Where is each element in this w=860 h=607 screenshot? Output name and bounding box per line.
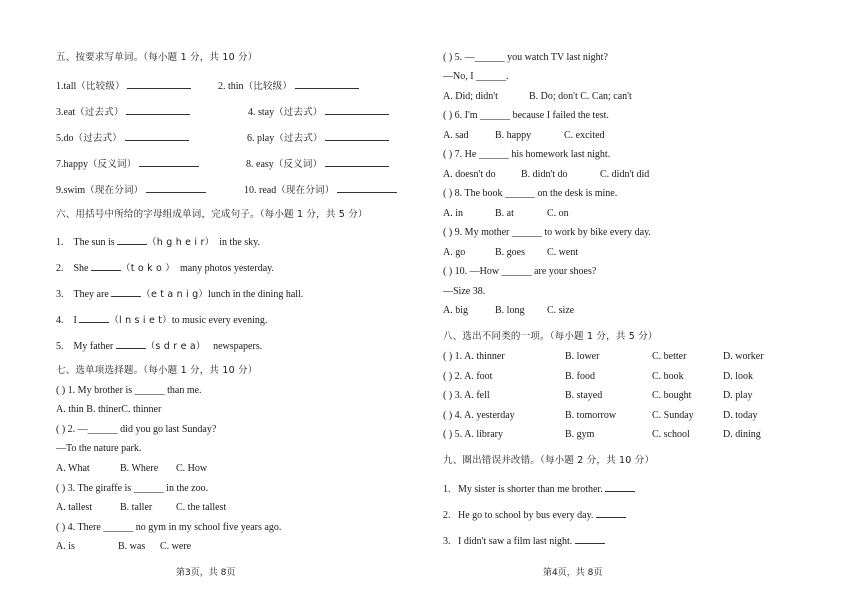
item-hint: （反义词） — [273, 159, 323, 170]
answer-blank[interactable] — [325, 131, 389, 141]
option-a: 5. A. library — [454, 429, 503, 440]
sentence-end: in the sky. — [219, 237, 261, 248]
answer-paren[interactable]: ( ) — [443, 110, 453, 121]
sec7-question-8 — [443, 188, 617, 200]
sec7-question-3 — [56, 483, 208, 495]
sec9-item-2 — [443, 508, 626, 522]
option-b: B. didn't do — [521, 169, 568, 180]
item-word: stay — [258, 107, 275, 118]
sentence-end: many photos yesterday. — [179, 263, 274, 274]
item-number: 1. — [56, 237, 64, 248]
option-d: D. worker — [723, 351, 764, 362]
sec6-item-5 — [56, 339, 262, 353]
option-b: B. lower — [565, 351, 600, 362]
answer-blank[interactable] — [139, 157, 199, 167]
item-word: tall — [63, 81, 77, 92]
item-number: 5. — [56, 341, 64, 352]
answer-paren[interactable]: ( ) — [443, 351, 453, 362]
option-d: D. look — [723, 371, 753, 382]
option-a: A. doesn't do — [443, 169, 496, 180]
option-b: B. food — [565, 371, 595, 382]
answer-blank[interactable] — [325, 105, 389, 115]
option-a: 3. A. fell — [454, 390, 490, 401]
sec9-item-3 — [443, 534, 605, 548]
answer-blank[interactable] — [337, 183, 397, 193]
sec7-q2-answer: —To the nature park. — [56, 443, 142, 454]
answer-blank[interactable] — [575, 534, 605, 544]
option-a: A. sad — [443, 130, 469, 141]
sec7-question-7 — [443, 149, 610, 161]
sec7-question-2 — [56, 424, 216, 436]
answer-blank[interactable] — [596, 508, 626, 518]
option-c: C. excited — [564, 130, 605, 141]
section-6-title: 六、用括号中所给的字母组成单词，完成句子。（每小题 1 分，共 5 分） — [56, 209, 368, 220]
option-c: C. book — [652, 371, 684, 382]
item-number: 5. — [56, 133, 64, 144]
letter-hint: （s d r e a） — [145, 341, 206, 352]
sec5-item-5 — [56, 131, 189, 145]
sentence-end: to music every evening. — [171, 315, 268, 326]
item-word: easy — [256, 159, 274, 170]
sec5-item-6 — [247, 131, 389, 145]
sentence-start: My father — [73, 341, 114, 352]
option-c: C. school — [652, 429, 690, 440]
answer-blank[interactable] — [111, 287, 141, 297]
option-a: 1. A. thinner — [454, 351, 505, 362]
option-a: 2. A. foot — [454, 371, 493, 382]
option-b: B. Where — [120, 463, 159, 474]
question-text: 1. My brother is ______ than me. — [67, 385, 202, 396]
letter-hint: （h g h e i r） — [147, 237, 215, 248]
section-7-title: 七、选单项选择题。（每小题 1 分，共 10 分） — [56, 365, 258, 376]
item-number: 1. — [443, 484, 451, 495]
option-c: C. Sunday — [652, 410, 694, 421]
item-number: 7. — [56, 159, 64, 170]
sec5-item-4 — [248, 105, 389, 119]
answer-paren[interactable]: ( ) — [443, 188, 453, 199]
option-a: A. go — [443, 247, 466, 258]
sec5-item-7 — [56, 157, 199, 171]
sec7-question-4 — [56, 522, 281, 534]
right-column — [443, 0, 823, 607]
option-b: B. happy — [495, 130, 532, 141]
section-5-title: 五、按要求写单词。（每小题 1 分，共 10 分） — [56, 52, 258, 63]
option-c: C. on — [547, 208, 569, 219]
item-number: 4. — [56, 315, 64, 326]
section-9-title: 九、圈出错误并改错。（每小题 2 分，共 10 分） — [443, 455, 655, 466]
answer-paren[interactable]: ( ) — [443, 227, 453, 238]
item-number: 10. — [244, 185, 257, 196]
option-b: B. gym — [565, 429, 595, 440]
answer-paren[interactable]: ( ) — [443, 266, 453, 277]
question-text: 4. There ______ no gym in my school five years ago. — [67, 522, 282, 533]
answer-paren[interactable]: ( ) — [443, 371, 453, 382]
option-c: C. didn't did — [600, 169, 650, 180]
sec5-item-3 — [56, 105, 190, 119]
item-word: play — [257, 133, 275, 144]
option-d: D. play — [723, 390, 753, 401]
sec5-item-8 — [246, 157, 389, 171]
answer-paren[interactable]: ( ) — [443, 390, 453, 401]
sec8-item-4 — [443, 410, 515, 422]
item-number: 9. — [56, 185, 64, 196]
sentence: My sister is shorter than me brother. — [458, 484, 603, 495]
page-footer: 第4页，共 8页 — [543, 568, 603, 578]
sec5-item-2 — [218, 79, 359, 93]
sec7-question-1 — [56, 385, 202, 397]
sec7-q10-answer: —Size 38. — [443, 286, 486, 297]
item-hint: （过去式） — [75, 107, 124, 118]
option-a: A. tallest — [56, 502, 93, 513]
sec7-question-6 — [443, 110, 609, 122]
option-c: C. were — [160, 541, 192, 552]
question-text: 3. The giraffe is ______ in the zoo. — [67, 483, 209, 494]
sentence: I didn't saw a film last night. — [458, 536, 573, 547]
item-hint: （过去式） — [274, 133, 323, 144]
item-number: 1. — [56, 81, 64, 92]
item-number: 2. — [443, 510, 451, 521]
answer-paren[interactable]: ( ) — [443, 410, 453, 421]
item-word: happy — [63, 159, 88, 170]
sec8-item-1 — [443, 351, 505, 363]
answer-blank[interactable] — [126, 105, 190, 115]
answer-blank[interactable] — [605, 482, 635, 492]
answer-blank[interactable] — [116, 339, 146, 349]
item-hint: （现在分词） — [276, 185, 335, 196]
question-text: 10. —How ______ are your shoes? — [454, 266, 597, 277]
item-number: 4. — [248, 107, 256, 118]
option-d: D. today — [723, 410, 758, 421]
item-word: swim — [63, 185, 86, 196]
sec9-item-1 — [443, 482, 635, 496]
sec6-item-1 — [56, 235, 260, 249]
option-a: A. big — [443, 305, 468, 316]
option-a: A. What — [56, 463, 90, 474]
page-footer: 第3页，共 8页 — [176, 568, 236, 578]
option-b: B. Do; don't C. Can; can't — [529, 91, 632, 102]
sec5-item-10 — [244, 183, 397, 197]
item-word: do — [63, 133, 74, 144]
sec6-item-4 — [56, 313, 267, 327]
question-text: 2. —______ did you go last Sunday? — [67, 424, 217, 435]
letter-hint: （l n s i e t） — [109, 315, 172, 326]
sentence-start: I — [73, 315, 77, 326]
sec6-item-2 — [56, 261, 274, 275]
option-c: C. size — [547, 305, 575, 316]
item-number: 3. — [56, 107, 64, 118]
left-column — [56, 0, 426, 607]
item-hint: （过去式） — [274, 107, 323, 118]
item-number: 3. — [443, 536, 451, 547]
sentence-end: newspapers. — [213, 341, 263, 352]
sec8-item-2 — [443, 371, 492, 383]
item-word: eat — [63, 107, 76, 118]
item-number: 2. — [218, 81, 226, 92]
item-hint: （现在分词） — [85, 185, 144, 196]
answer-blank[interactable] — [325, 157, 389, 167]
item-word: read — [259, 185, 277, 196]
item-number: 6. — [247, 133, 255, 144]
item-hint: （比较级） — [243, 81, 293, 92]
sec7-question-9 — [443, 227, 651, 239]
answer-blank[interactable] — [146, 183, 206, 193]
option-b: B. long — [495, 305, 525, 316]
answer-blank[interactable] — [295, 79, 359, 89]
sec8-item-3 — [443, 390, 490, 402]
item-number: 2. — [56, 263, 64, 274]
option-b: B. at — [495, 208, 514, 219]
answer-paren[interactable]: ( ) — [443, 149, 453, 160]
question-text: 9. My mother ______ to work by bike every day. — [454, 227, 651, 238]
item-number: 8. — [246, 159, 254, 170]
sentence-end: lunch in the dining hall. — [208, 289, 304, 300]
sentence-start: They are — [73, 289, 109, 300]
question-text: 5. —______ you watch TV last night? — [454, 52, 608, 63]
answer-paren[interactable]: ( ) — [56, 385, 66, 396]
question-text: 6. I'm ______ because I failed the test. — [454, 110, 609, 121]
answer-paren[interactable]: ( ) — [443, 429, 453, 440]
sec7-question-5 — [443, 52, 608, 64]
answer-blank[interactable] — [127, 79, 191, 89]
sec5-item-9 — [56, 183, 206, 197]
answer-paren[interactable]: ( ) — [56, 522, 66, 533]
option-a: A. is — [56, 541, 75, 552]
item-hint: （过去式） — [73, 133, 123, 144]
option-c: C. went — [547, 247, 579, 258]
option-b: B. goes — [495, 247, 525, 258]
option-c: C. How — [176, 463, 208, 474]
sec7-q1-options: A. thin B. thinerC. thinner — [56, 404, 162, 415]
option-b: B. stayed — [565, 390, 603, 401]
sec7-q5-answer: —No, I ______. — [443, 71, 509, 82]
sec7-question-10 — [443, 266, 596, 278]
sec6-item-3 — [56, 287, 303, 301]
answer-blank[interactable] — [79, 313, 109, 323]
question-text: 7. He ______ his homework last night. — [454, 149, 611, 160]
option-c: C. better — [652, 351, 687, 362]
sentence-start: The sun is — [73, 237, 115, 248]
answer-paren[interactable]: ( ) — [56, 483, 66, 494]
item-hint: （反义词） — [87, 159, 137, 170]
option-b: B. tomorrow — [565, 410, 617, 421]
option-a: A. Did; didn't — [443, 91, 498, 102]
option-c: C. bought — [652, 390, 692, 401]
sentence: He go to school by bus every day. — [458, 510, 594, 521]
answer-blank[interactable] — [91, 261, 121, 271]
item-word: thin — [228, 81, 244, 92]
option-b: B. was — [118, 541, 146, 552]
option-c: C. the tallest — [176, 502, 227, 513]
answer-blank[interactable] — [125, 131, 189, 141]
sentence-start: She — [73, 263, 89, 274]
option-a: 4. A. yesterday — [454, 410, 515, 421]
sec8-item-5 — [443, 429, 503, 441]
option-b: B. taller — [120, 502, 153, 513]
letter-hint: （e t a n i g） — [141, 289, 209, 300]
section-8-title: 八、选出不同类的一项。（每小题 1 分，共 5 分） — [443, 331, 658, 342]
item-hint: （比较级） — [76, 81, 125, 92]
option-d: D. dining — [723, 429, 761, 440]
answer-paren[interactable]: ( ) — [443, 52, 453, 63]
letter-hint: （t o k o ） — [121, 263, 175, 274]
item-number: 3. — [56, 289, 64, 300]
answer-blank[interactable] — [117, 235, 147, 245]
option-a: A. in — [443, 208, 463, 219]
sec5-item-1 — [56, 79, 191, 93]
question-text: 8. The book ______ on the desk is mine. — [454, 188, 618, 199]
answer-paren[interactable]: ( ) — [56, 424, 66, 435]
